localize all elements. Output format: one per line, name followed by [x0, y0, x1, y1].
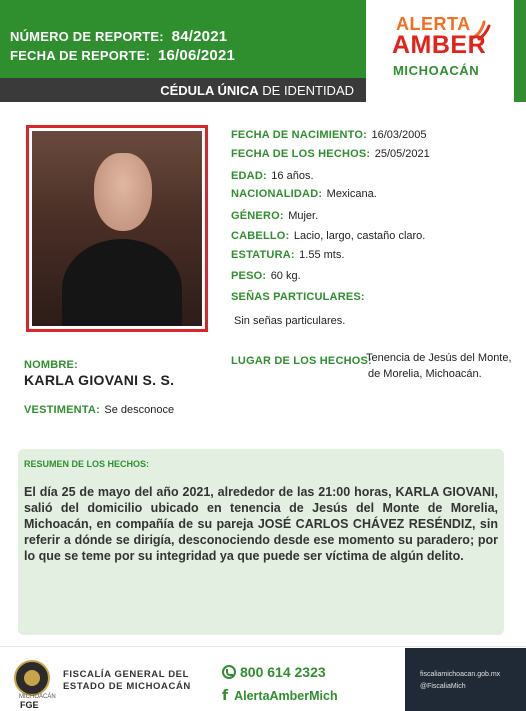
nationality-value: Mexicana.	[326, 188, 377, 200]
place-label: LUGAR DE LOS HECHOS:	[231, 355, 372, 367]
report-date-row	[10, 47, 235, 64]
website-link[interactable]: fiscaliamichoacan.gob.mx	[420, 671, 501, 678]
summary-label: RESUMEN DE LOS HECHOS:	[24, 459, 150, 469]
phone-number: 800 614 2323	[240, 664, 326, 680]
place-field	[231, 351, 372, 369]
gender-field	[231, 206, 318, 224]
report-number-row	[10, 28, 227, 45]
report-date-label: FECHA DE REPORTE:	[10, 48, 151, 63]
logo-amber-text: AMBER	[392, 31, 487, 59]
clothing-field	[24, 400, 174, 418]
cedula-title	[160, 83, 354, 98]
cedula-bar	[0, 78, 366, 102]
facebook-icon: f	[222, 688, 229, 704]
age-value: 16 años.	[271, 170, 314, 182]
fge-text: FGE	[20, 700, 39, 710]
missing-person-photo-frame	[26, 125, 208, 332]
photo-face	[94, 153, 152, 231]
hair-value: Lacio, largo, castaño claro.	[293, 230, 426, 242]
age-field	[231, 166, 314, 184]
twitter-handle[interactable]: @FiscaliaMich	[420, 683, 466, 690]
cedula-title-rest: DE IDENTIDAD	[258, 83, 354, 98]
facebook-contact[interactable]	[222, 688, 338, 704]
report-date: 16/06/2021	[157, 47, 236, 64]
photo-shirt	[62, 239, 182, 326]
height-field	[231, 245, 344, 263]
phone-contact[interactable]	[222, 664, 338, 680]
summary-text: El día 25 de mayo del año 2021, alrededor de las 21:00 horas, KARLA GIOVANI, salió del domicilio ubicado en tenencia de Jesús del Monte de Morelia, Michoacán, en compañía de su pareja JOSÉ CARLOS CHÁVEZ RESÉNDIZ, sin referir a dónde se dirigía, desconociendo desde ese momento su paradero; por lo que se teme por su integridad ya que puede ser víctima de algún delito.	[24, 485, 498, 563]
birth-date-field	[231, 125, 427, 143]
hair-field	[231, 226, 425, 244]
summary-box	[18, 449, 504, 635]
height-value: 1.55 mts.	[299, 249, 345, 261]
person-name: KARLA GIOVANI S. S.	[24, 372, 175, 388]
fiscalia-name	[63, 669, 191, 693]
hair-label: CABELLO:	[231, 230, 290, 242]
footer-divider	[0, 646, 526, 647]
report-number: 84/2021	[171, 28, 228, 45]
gender-label: GÉNERO:	[231, 210, 284, 222]
weight-label: PESO:	[231, 270, 267, 282]
events-date-value: 25/05/2021	[374, 148, 430, 160]
nationality-field	[231, 184, 377, 202]
place-value	[366, 350, 516, 382]
footer-dark-panel	[405, 648, 526, 711]
clothing-value: Se desconoce	[104, 404, 175, 416]
weight-field	[231, 266, 301, 284]
marks-label: SEÑAS PARTICULARES:	[231, 291, 365, 303]
facebook-handle: AlertaAmberMich	[234, 689, 338, 703]
seal-caption: MICHOACÁN	[19, 694, 56, 700]
nationality-label: NACIONALIDAD:	[231, 188, 323, 200]
events-date-label: FECHA DE LOS HECHOS:	[231, 148, 371, 160]
birth-date-value: 16/03/2005	[371, 129, 427, 141]
report-number-label: NÚMERO DE REPORTE:	[10, 29, 164, 44]
height-label: ESTATURA:	[231, 249, 295, 261]
missing-person-photo	[32, 131, 202, 326]
fiscalia-line2: ESTADO DE MICHOACÁN	[63, 681, 191, 692]
place-value-line2: de Morelia, Michoacán.	[368, 368, 482, 380]
logo-alerta-text: ALERTA	[396, 14, 471, 34]
seal-center	[24, 670, 40, 686]
phone-icon	[222, 665, 236, 679]
place-value-line1: Tenencia de Jesús del Monte,	[366, 352, 512, 364]
fiscalia-line1: FISCALÍA GENERAL DEL	[63, 669, 190, 680]
birth-date-label: FECHA DE NACIMIENTO:	[231, 129, 367, 141]
age-label: EDAD:	[231, 170, 267, 182]
marks-field	[231, 287, 365, 305]
name-field	[24, 355, 78, 373]
clothing-label: VESTIMENTA:	[24, 404, 100, 416]
logo-michoacan-text: MICHOACÁN	[393, 63, 480, 78]
fge-seal-icon	[14, 660, 50, 696]
contact-info	[222, 664, 338, 704]
weight-value: 60 kg.	[270, 270, 301, 282]
gender-value: Mujer.	[288, 210, 319, 222]
marks-value: Sin señas particulares.	[234, 315, 346, 327]
cedula-title-bold: CÉDULA ÚNICA	[160, 83, 259, 98]
name-label: NOMBRE:	[24, 359, 78, 371]
alerta-amber-logo	[366, 0, 514, 102]
events-date-field	[231, 144, 430, 162]
